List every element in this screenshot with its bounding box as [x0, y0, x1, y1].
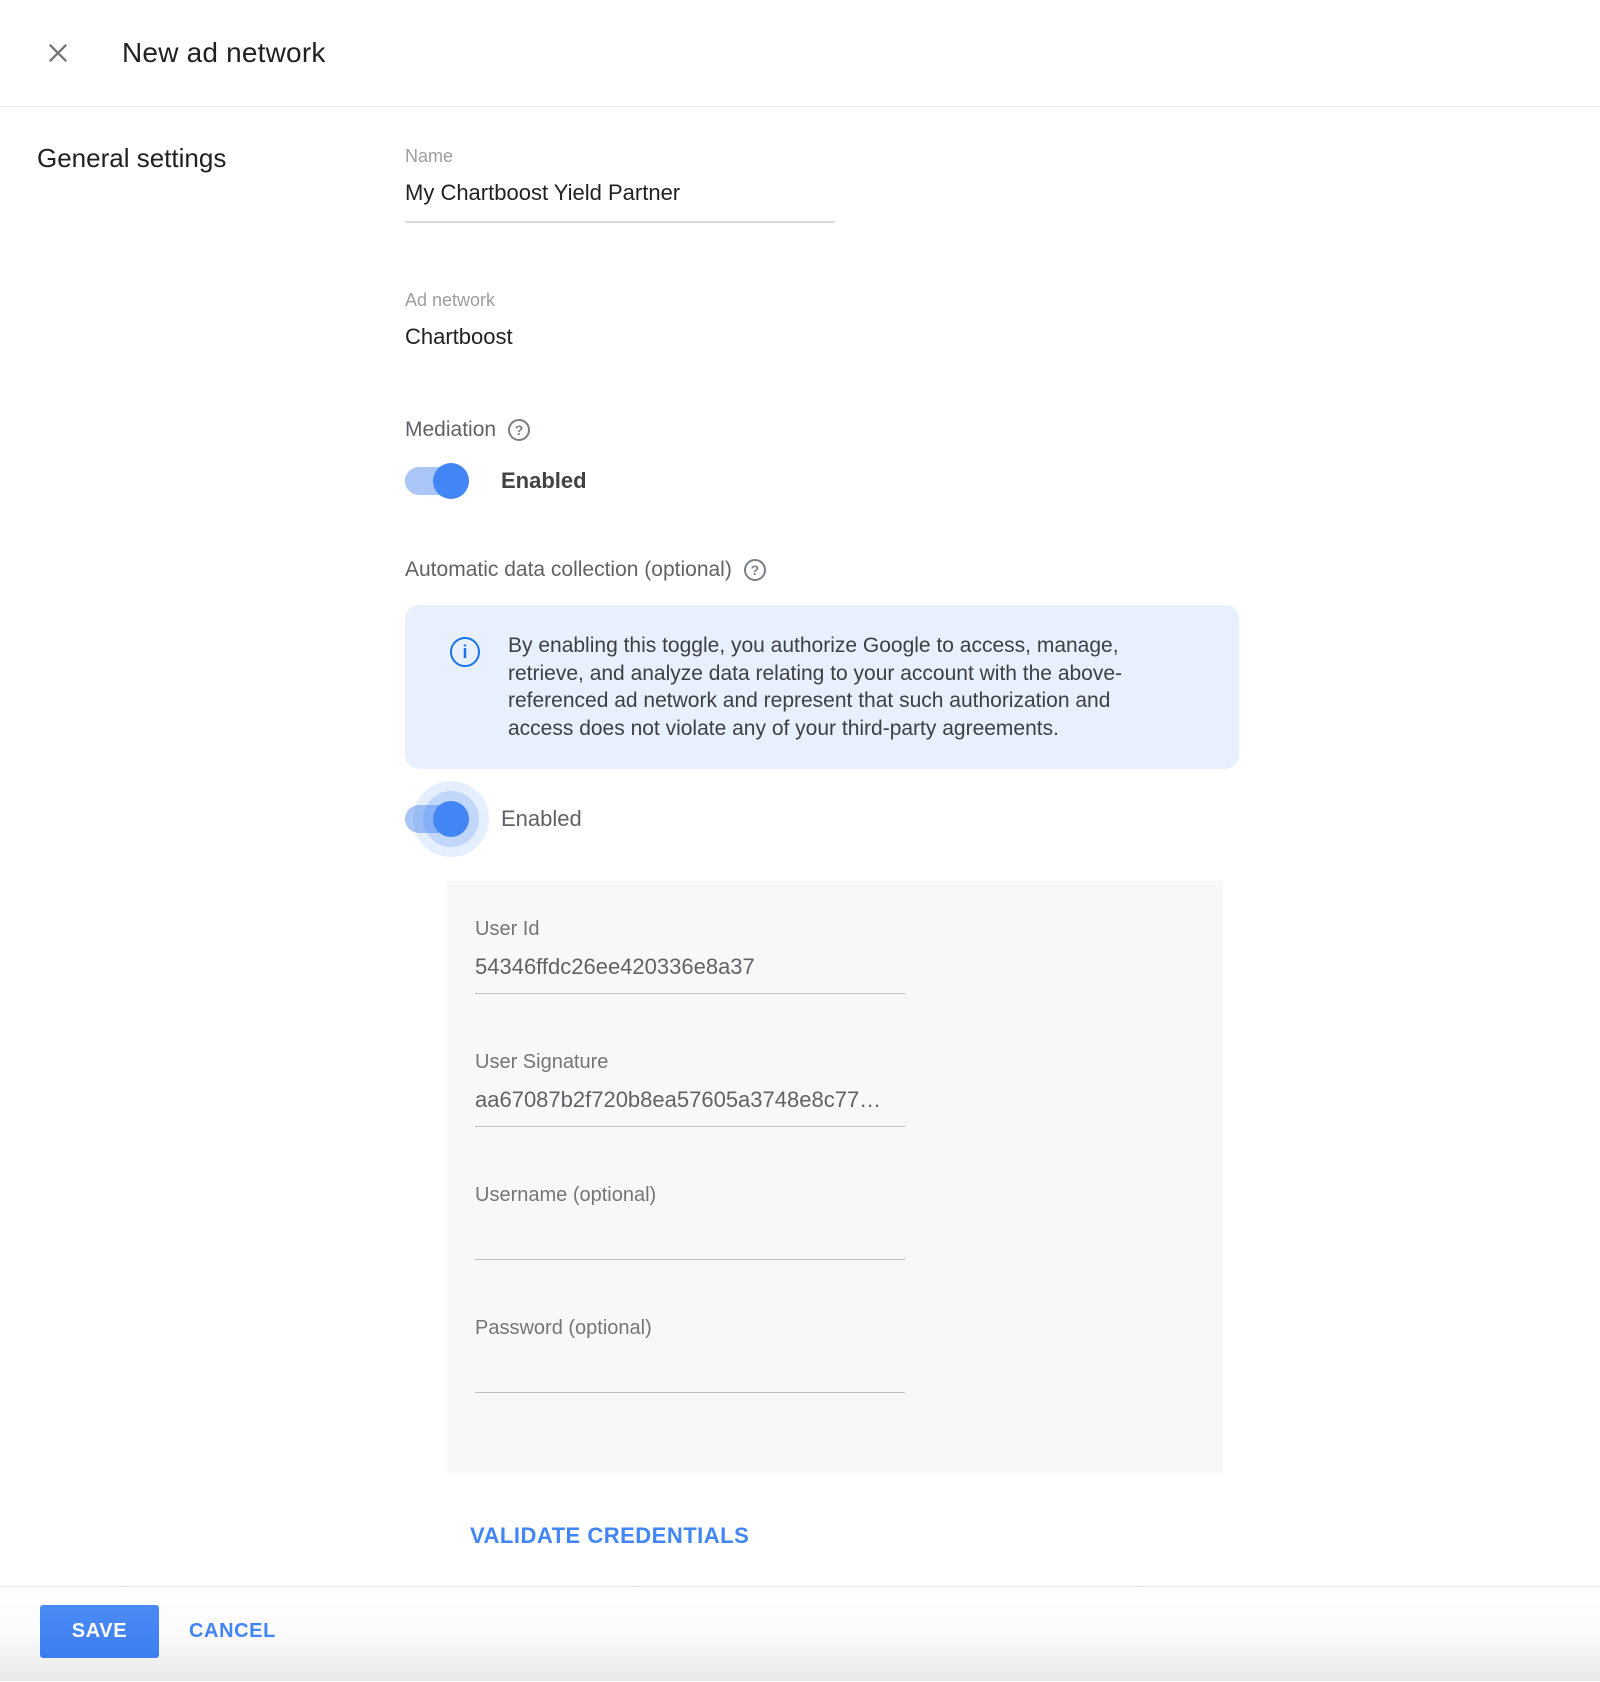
- validate-credentials-button[interactable]: VALIDATE CREDENTIALS: [470, 1523, 750, 1548]
- name-label: Name: [405, 146, 454, 166]
- mediation-state-label: Enabled: [501, 468, 587, 493]
- user-signature-input[interactable]: [475, 1086, 905, 1127]
- credentials-panel: [447, 881, 1223, 1473]
- mediation-toggle[interactable]: [405, 463, 469, 499]
- auto-data-collection-label: Automatic data collection (optional): [405, 558, 732, 581]
- action-bar: [0, 1587, 1600, 1681]
- user-id-label: User Id: [475, 918, 540, 940]
- password-label: Password (optional): [475, 1317, 652, 1339]
- name-field-group: [405, 145, 835, 223]
- auto-data-collection-toggle-knob: [433, 801, 469, 837]
- authorization-notice-text: By enabling this toggle, you authorize Google to access, manage, retrieve, and analyze data relating to your account with the above- referenced ad network and represent that such authorization and access does not violate any of your third-party agreements.: [508, 634, 1123, 740]
- user-id-input[interactable]: [475, 953, 905, 994]
- mediation-toggle-knob: [433, 463, 469, 499]
- mediation-label: Mediation: [405, 418, 497, 441]
- ad-network-label: Ad network: [405, 290, 496, 310]
- username-input[interactable]: [475, 1219, 905, 1260]
- username-label: Username (optional): [475, 1184, 657, 1206]
- cancel-button[interactable]: CANCEL: [189, 1605, 276, 1658]
- dialog-header: [0, 0, 1600, 107]
- general-settings-section: [0, 107, 1600, 1587]
- mediation-help-icon[interactable]: ?: [508, 419, 530, 441]
- info-icon: i: [450, 637, 480, 667]
- auto-data-collection-toggle[interactable]: [405, 801, 469, 837]
- ad-network-group: [405, 289, 1305, 351]
- section-label-general-settings: General settings: [37, 143, 227, 173]
- close-icon[interactable]: [44, 39, 72, 67]
- user-id-field-group: [475, 917, 905, 994]
- auto-data-collection-help-icon[interactable]: ?: [744, 559, 766, 581]
- user-signature-label: User Signature: [475, 1051, 609, 1073]
- name-input[interactable]: [405, 179, 835, 223]
- password-input[interactable]: [475, 1352, 905, 1393]
- footer-divider: [0, 1586, 1600, 1587]
- user-signature-field-group: [475, 1050, 905, 1127]
- page-title: New ad network: [122, 37, 326, 68]
- save-button[interactable]: SAVE: [40, 1605, 159, 1658]
- auto-data-collection-group: [405, 557, 1305, 1549]
- auto-data-collection-state-label: Enabled: [501, 806, 582, 831]
- mediation-group: [405, 417, 1305, 499]
- password-field-group: [475, 1316, 905, 1393]
- username-field-group: [475, 1183, 905, 1260]
- ad-network-value: Chartboost: [405, 324, 513, 349]
- authorization-notice-box: [405, 605, 1239, 769]
